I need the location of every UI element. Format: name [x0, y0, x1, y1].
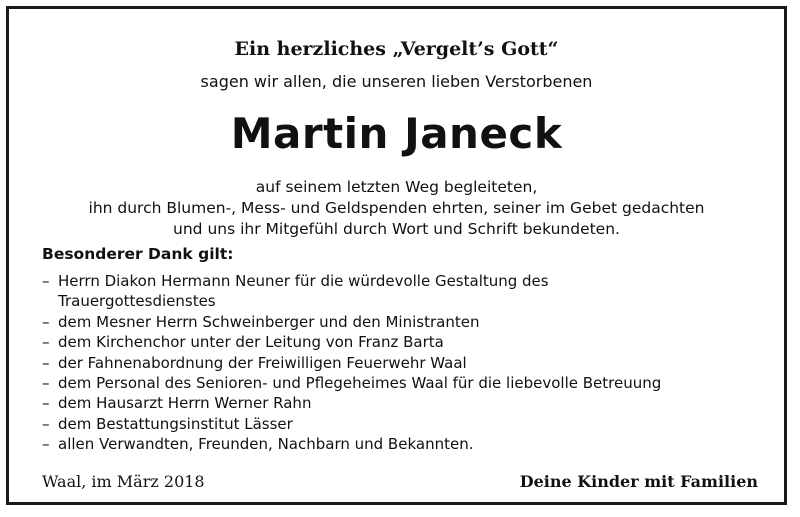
list-item-text: Herrn Diakon Hermann Neuner für die würdevolle Gestaltung des: [58, 272, 549, 290]
obituary-thanks-card: [6, 6, 787, 505]
signature: Deine Kinder mit Familien: [519, 472, 758, 491]
list-item-text: dem Personal des Senioren- und Pflegeheimes Waal für die liebevolle Betreuung: [58, 374, 662, 393]
list-item: [42, 434, 661, 454]
list-item: [42, 353, 661, 373]
list-item: [42, 312, 661, 332]
dash-bullet: –: [42, 312, 50, 331]
special-thanks-title: Besonderer Dank gilt:: [42, 245, 234, 263]
heading: Ein herzliches „Vergelt’s Gott“: [234, 38, 559, 60]
dash-bullet: –: [42, 272, 50, 290]
dash-bullet: –: [42, 374, 50, 393]
dash-bullet: –: [42, 333, 50, 352]
list-item: [42, 393, 661, 413]
list-item-text: dem Bestattungsinstitut Lässer: [58, 414, 293, 433]
thanks-line: ihn durch Blumen-, Mess- und Geldspenden ehrten, seiner im Gebet gedachten: [88, 199, 705, 217]
list-item-text: dem Hausarzt Herrn Werner Rahn: [58, 394, 312, 413]
list-item-continuation: [42, 291, 661, 311]
list-item: [42, 332, 661, 352]
thanks-line: und uns ihr Mitgefühl durch Wort und Schrift bekundeten.: [173, 220, 620, 238]
list-item: [42, 414, 661, 434]
list-item-text: dem Mesner Herrn Schweinberger und den Ministranten: [58, 312, 480, 331]
list-item: [42, 271, 661, 291]
dash-bullet: –: [42, 394, 50, 413]
deceased-name: Martin Janeck: [230, 109, 563, 158]
list-item-text: dem Kirchenchor unter der Leitung von Franz Barta: [58, 333, 444, 352]
list-item-text: Trauergottesdienstes: [58, 292, 216, 311]
dash-bullet: –: [42, 414, 50, 433]
dash-bullet: –: [42, 353, 50, 372]
thanks-line: auf seinem letzten Weg begleiteten,: [255, 178, 538, 196]
list-item-text: allen Verwandten, Freunden, Nachbarn und Bekannten.: [58, 435, 474, 454]
list-item: [42, 373, 661, 393]
thanks-paragraph: [9, 177, 784, 240]
subline: sagen wir allen, die unseren lieben Verstorbenen: [200, 72, 593, 91]
dash-bullet: –: [42, 435, 50, 454]
place-date: Waal, im März 2018: [42, 472, 205, 491]
list-item-text: der Fahnenabordnung der Freiwilligen Feuerwehr Waal: [58, 353, 467, 372]
thanks-list: [42, 271, 661, 455]
